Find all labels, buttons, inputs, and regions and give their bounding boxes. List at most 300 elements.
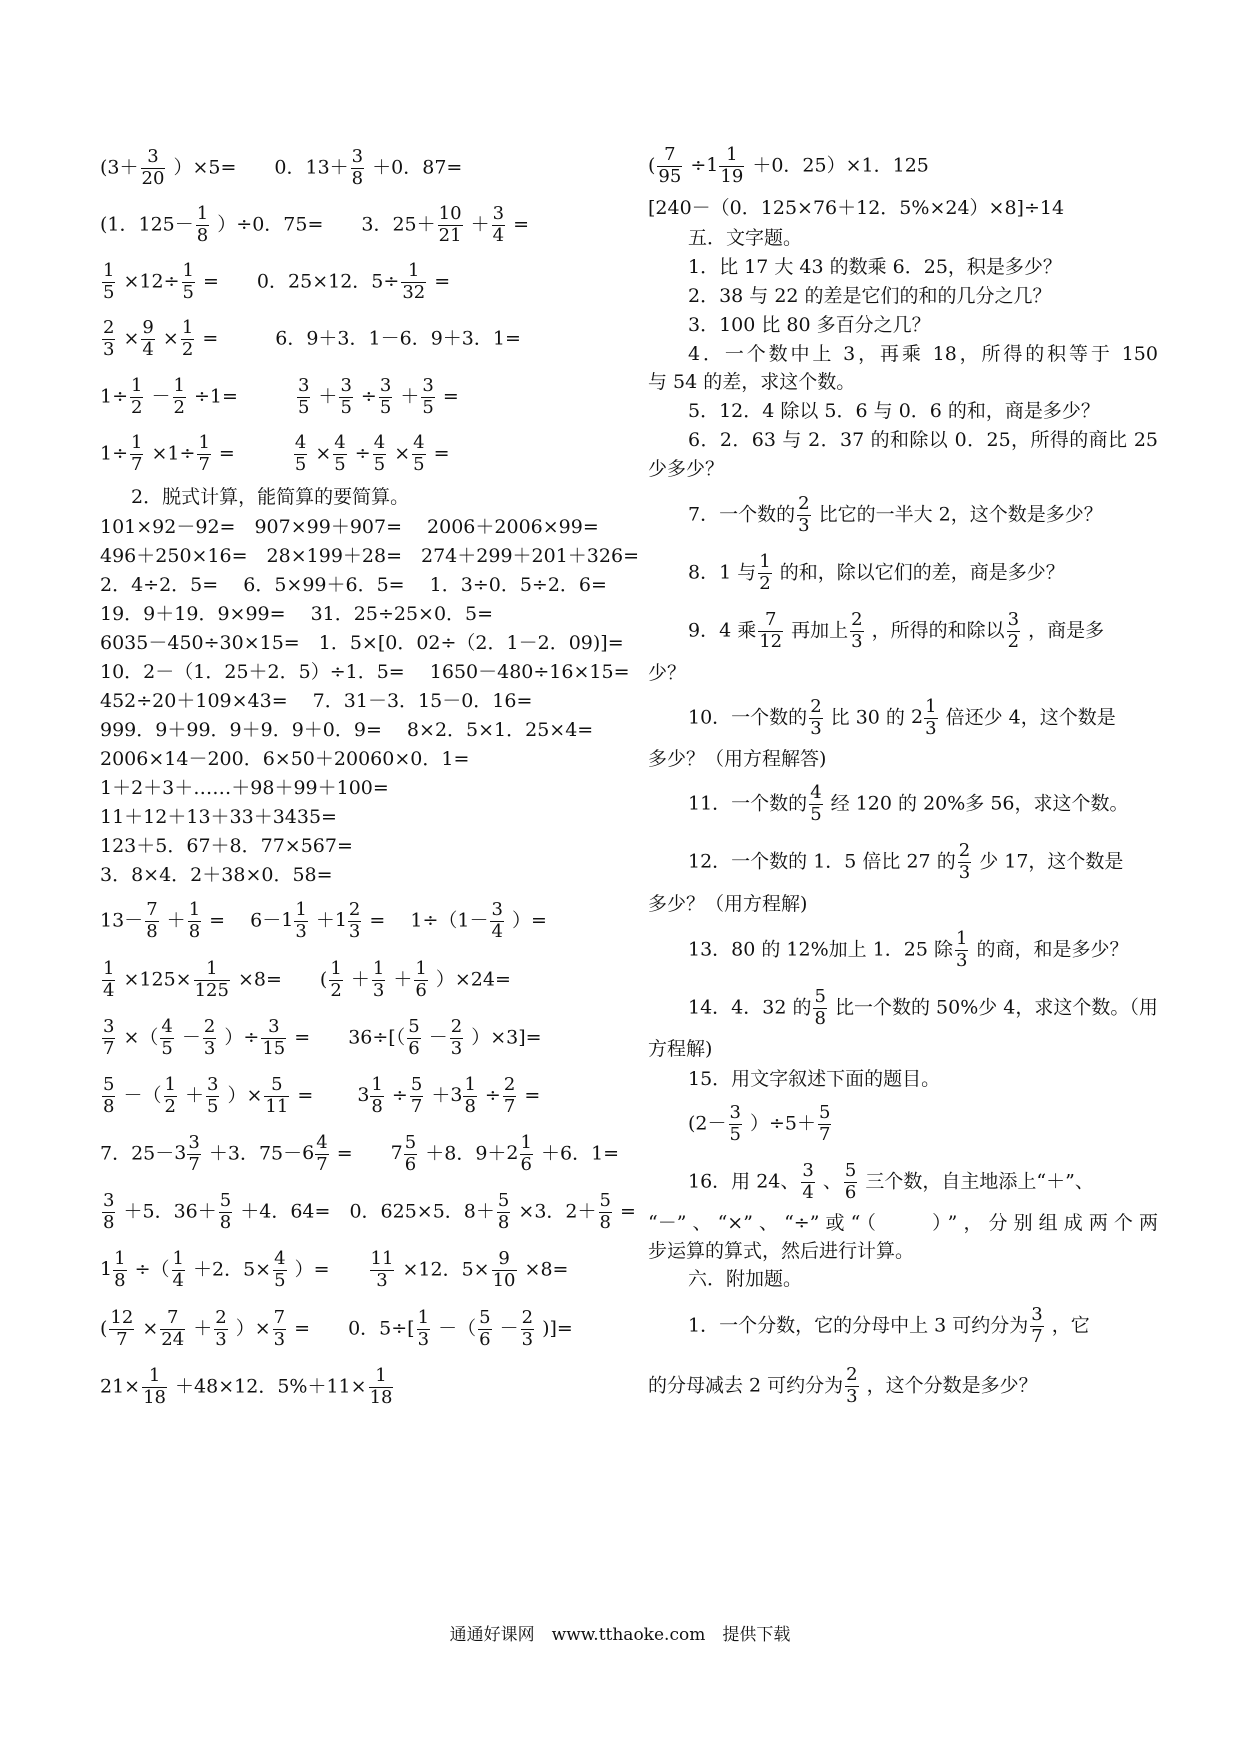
fraction-denominator: 7 — [1031, 1325, 1043, 1347]
fraction — [401, 262, 426, 303]
fraction-denominator: 7 — [316, 1153, 328, 1175]
word-problem: 少多少？ — [648, 458, 725, 480]
word-problem: 10．一个数的 $\frac{2}{3}$ 比 30 的 2 $\frac{1}{3}$ 倍还少 4，这个数是 — [688, 696, 1116, 739]
fraction — [520, 1134, 533, 1175]
fraction — [142, 1367, 167, 1408]
fraction — [109, 1309, 134, 1350]
fraction-numerator: 3 — [1007, 609, 1020, 630]
fraction — [490, 901, 503, 942]
fraction-numerator: 2 — [846, 1364, 858, 1385]
fraction — [372, 960, 385, 1001]
fraction-denominator: 8 — [146, 920, 158, 942]
fraction-numerator: 1 — [415, 958, 427, 979]
fraction-denominator: 18 — [143, 1386, 167, 1408]
word-problem: 13．80 的 12%加上 1．25 除 $\frac{1}{3}$ 的商，和是多少？ — [688, 928, 1129, 971]
fraction-denominator: 3 — [103, 338, 115, 360]
fraction-denominator: 2 — [131, 396, 143, 418]
fraction-denominator: 5 — [103, 281, 115, 303]
fraction-numerator: 1 — [131, 375, 143, 396]
fraction-numerator: 1 — [925, 696, 937, 717]
fraction-numerator: 12 — [110, 1307, 134, 1328]
fraction — [329, 960, 342, 1001]
fraction-denominator: 3 — [851, 630, 863, 652]
fraction-numerator: 3 — [491, 899, 503, 920]
expression-line: (3＋ $\frac{3}{20}$ ）×5= 0．13＋ $\frac{3}{8}$ ＋0．87= — [100, 146, 463, 189]
fraction-numerator: 5 — [497, 1190, 510, 1211]
fraction-numerator: 2 — [851, 609, 863, 630]
fraction — [113, 1250, 126, 1291]
fraction-denominator: 4 — [103, 979, 115, 1001]
fraction-numerator: 1 — [182, 260, 194, 281]
fraction — [164, 1076, 177, 1117]
fraction-numerator: 3 — [729, 1102, 741, 1123]
expression-line: $\frac{1}{5}$ ×12÷ $\frac{1}{5}$ = 0．25×12．5÷ $\frac{1}{32}$ = — [103, 260, 451, 303]
word-problem: 2．38 与 22 的差是它们的和的几分之几？ — [688, 285, 1052, 307]
fraction — [492, 1250, 517, 1291]
calc-line: 496＋250×16= 28×199＋28= 274＋299＋201＋326= — [100, 545, 639, 567]
expression-line: 1÷ $\frac{1}{2}$ － $\frac{1}{2}$ ÷1= $\frac{3}{5}$ ＋ $\frac{3}{5}$ ÷ $\frac{3}{5}$ ＋ $\frac{3}{5}$ = — [100, 375, 459, 418]
fraction-denominator: 8 — [371, 1095, 383, 1117]
fraction — [333, 434, 346, 475]
fraction — [958, 842, 971, 883]
fraction — [797, 495, 810, 536]
fraction-denominator: 5 — [297, 396, 310, 418]
fraction-numerator: 2 — [503, 1074, 516, 1095]
word-problem: 11．一个数的 $\frac{4}{5}$ 经 120 的 20%多 56，求这个数。 — [688, 782, 1129, 825]
word-problem: 14．4．32 的 $\frac{5}{8}$ 比一个数的 50%少 4，求这个数。（用 — [688, 986, 1158, 1029]
fraction-numerator: 10 — [438, 203, 462, 224]
fraction-denominator: 3 — [925, 717, 937, 739]
whole-number: 1 — [281, 909, 294, 932]
fraction — [370, 1250, 395, 1291]
fraction — [264, 1076, 289, 1117]
word-problem: 步运算的算式，然后进行计算。 — [648, 1240, 915, 1262]
fraction-numerator: 2 — [450, 1016, 463, 1037]
section-5-title: 五．文字题。 — [688, 227, 803, 249]
fraction-numerator: 2 — [521, 1307, 534, 1328]
fraction-denominator: 7 — [410, 1095, 423, 1117]
fraction-numerator: 7 — [758, 611, 783, 632]
fraction-denominator: 3 — [215, 1328, 227, 1350]
fraction-numerator: 5 — [814, 986, 826, 1007]
fraction — [818, 1104, 831, 1145]
fraction-denominator: 5 — [182, 281, 194, 303]
word-problem: 方程解) — [648, 1038, 713, 1060]
expression-line: 1÷ $\frac{1}{7}$ ×1÷ $\frac{1}{7}$ = $\frac{4}{5}$ × $\frac{4}{5}$ ÷ $\frac{4}{5}$ × $\frac{4}{5}$ = — [100, 432, 450, 475]
word-problem: 9．4 乘 $\frac{7}{12}$ 再加上 $\frac{2}{3}$ ，所得的和除以 $\frac{3}{2}$ ，商是多 — [688, 609, 1105, 652]
fraction — [196, 205, 209, 246]
expression-line: $\frac{2}{3}$ × $\frac{9}{4}$ × $\frac{1}{2}$ = 6．9＋3．1－6．9＋3．1= — [103, 317, 521, 360]
fraction-numerator: 1 — [194, 960, 230, 981]
fraction — [206, 1076, 219, 1117]
fraction — [172, 1250, 185, 1291]
fraction-numerator: 5 — [103, 1074, 115, 1095]
fraction-numerator: 5 — [599, 1190, 611, 1211]
fraction-denominator: 8 — [351, 167, 364, 189]
fraction-denominator: 3 — [798, 514, 810, 536]
fraction-numerator: 3 — [103, 1016, 115, 1037]
fraction-numerator: 4 — [373, 432, 386, 453]
fraction-denominator: 5 — [161, 1037, 173, 1059]
fraction-denominator: 5 — [340, 396, 352, 418]
fraction-denominator: 7 — [188, 1153, 200, 1175]
fraction-numerator: 1 — [181, 317, 194, 338]
fraction-numerator: 5 — [219, 1190, 232, 1211]
fraction — [294, 434, 307, 475]
fraction — [421, 377, 434, 418]
fraction-denominator: 8 — [814, 1007, 826, 1029]
calc-line: 2．4÷2．5= 6．5×99＋6．5= 1．3÷0．5÷2．6= — [100, 574, 607, 596]
fraction — [102, 1018, 115, 1059]
fraction — [503, 1076, 516, 1117]
fraction-numerator: 3 — [492, 203, 505, 224]
fraction-denominator: 5 — [413, 453, 425, 475]
fraction-numerator: 2 — [810, 696, 822, 717]
fraction-denominator: 7 — [116, 1328, 128, 1350]
fraction-denominator: 15 — [262, 1037, 286, 1059]
fraction-denominator: 3 — [295, 920, 307, 942]
fraction-denominator: 7 — [131, 453, 143, 475]
extra-problem: 的分母减去 2 可约分为 $\frac{2}{3}$ ，这个分数是多少？ — [648, 1364, 1038, 1407]
fraction-denominator: 8 — [114, 1269, 126, 1291]
expression-line: ( $\frac{12}{7}$ × $\frac{7}{24}$ ＋ $\frac{2}{3}$ ）× $\frac{7}{3}$ = 0．5÷[ $\frac{1}{3}$ －（ $\frac{5}{6}$ － $\frac{2}{3}$ )]= — [100, 1307, 573, 1350]
fraction-denominator: 32 — [402, 281, 426, 303]
fraction — [141, 319, 154, 360]
fraction-denominator: 3 — [958, 861, 971, 883]
fraction-denominator: 11 — [265, 1095, 289, 1117]
fraction-denominator: 3 — [376, 1269, 388, 1291]
fraction-denominator: 6 — [520, 1153, 532, 1175]
fraction-denominator: 5 — [373, 453, 386, 475]
word-problem: “－”、“×”、“÷”或“（ ）”，分别组成两个两 — [648, 1212, 1158, 1234]
fraction — [438, 205, 463, 246]
fraction-numerator: 1 — [520, 1132, 532, 1153]
fraction — [194, 960, 230, 1001]
word-problem: 5．12．4 除以 5．6 与 0．6 的和，商是多少？ — [688, 400, 1100, 422]
expression-line: 13－ $\frac{7}{8}$ ＋ $\frac{1}{8}$ = 6－1 $\frac{1}{3}$ ＋1 $\frac{2}{3}$ = 1÷（1－ $\frac{3}{4}$ ）= — [100, 899, 547, 942]
fraction-numerator: 3 — [188, 1132, 200, 1153]
fraction-numerator: 3 — [297, 375, 310, 396]
fraction-denominator: 21 — [438, 224, 462, 246]
fraction-numerator: 9 — [492, 1250, 517, 1271]
expression-line: ( $\frac{7}{95}$ ÷1 $\frac{1}{19}$ ＋0．25）×1．125 — [648, 144, 929, 187]
word-problem: 7．一个数的 $\frac{2}{3}$ 比它的一半大 2，这个数是多少？ — [688, 493, 1103, 536]
fraction — [173, 377, 186, 418]
fraction — [369, 1367, 394, 1408]
fraction — [844, 1162, 857, 1203]
expression-line: [240－（0．125×76＋12．5%×24）×8]÷14 — [648, 197, 1065, 219]
fraction-numerator: 1 — [131, 432, 143, 453]
page-footer: 通通好课网 www.tthaoke.com 提供下载 — [449, 1625, 791, 1645]
fraction — [219, 1192, 232, 1233]
fraction-denominator: 8 — [103, 1095, 115, 1117]
fraction — [187, 1134, 200, 1175]
fraction — [379, 377, 392, 418]
fraction — [373, 434, 386, 475]
fraction — [261, 1018, 286, 1059]
fraction-numerator: 4 — [413, 432, 425, 453]
expression-line: 1 $\frac{1}{8}$ ÷（ $\frac{1}{4}$ ＋2．5× $\frac{4}{5}$ ）= $\frac{11}{3}$ ×12．5× $\frac{9}{10}$ ×8= — [100, 1248, 569, 1291]
expression-line: (1．125－ $\frac{1}{8}$ ）÷0．75= 3．25＋ $\frac{10}{21}$ ＋ $\frac{3}{4}$ = — [100, 203, 530, 246]
fraction-numerator: 3 — [379, 375, 392, 396]
word-problem: 6．2．63 与 2．37 的和除以 0．25，所得的商比 25 — [688, 429, 1158, 451]
fraction — [315, 1134, 328, 1175]
fraction-denominator: 3 — [348, 920, 361, 942]
whole-number: 6 — [302, 1142, 315, 1165]
fraction-numerator: 1 — [114, 1248, 126, 1269]
word-problem: 15．用文字叙述下面的题目。 — [688, 1068, 941, 1090]
fraction-numerator: 1 — [956, 928, 968, 949]
fraction — [273, 1250, 286, 1291]
fraction-numerator: 1 — [103, 958, 115, 979]
fraction-numerator: 1 — [464, 1074, 476, 1095]
fraction-denominator: 8 — [196, 224, 209, 246]
word-problem: 12．一个数的 1．5 倍比 27 的 $\frac{2}{3}$ 少 17，这个数是 — [688, 840, 1124, 883]
fraction-denominator: 7 — [503, 1095, 516, 1117]
fraction-numerator: 1 — [372, 958, 385, 979]
word-problem: 4．一个数中上 3，再乘 18，所得的积等于 150 — [688, 343, 1158, 365]
expression-line: $\frac{1}{4}$ ×125× $\frac{1}{125}$ ×8= ( $\frac{1}{2}$ ＋ $\frac{1}{3}$ ＋ $\frac{1}{6}$ ）×24= — [103, 958, 511, 1001]
whole-number: 1 — [706, 154, 719, 177]
fraction-denominator: 6 — [415, 979, 427, 1001]
fraction-numerator: 3 — [802, 1160, 814, 1181]
fraction-denominator: 4 — [802, 1181, 814, 1203]
fraction — [404, 1134, 417, 1175]
fraction-denominator: 6 — [408, 1037, 420, 1059]
fraction — [407, 1018, 420, 1059]
fraction-numerator: 5 — [479, 1307, 491, 1328]
fraction-denominator: 2 — [759, 572, 771, 594]
fraction-numerator: 1 — [401, 262, 426, 283]
fraction-numerator: 4 — [810, 782, 822, 803]
fraction — [521, 1309, 534, 1350]
fraction — [102, 1076, 115, 1117]
whole-number: 1 — [100, 1258, 113, 1281]
fraction — [102, 960, 115, 1001]
fraction — [141, 148, 166, 189]
fraction-denominator: 8 — [464, 1095, 476, 1117]
fraction-denominator: 24 — [161, 1328, 185, 1350]
word-problem: 多少？（用方程解) — [648, 893, 808, 915]
fraction-denominator: 2 — [164, 1095, 176, 1117]
expression-line: $\frac{3}{8}$ ＋5．36＋ $\frac{5}{8}$ ＋4．64= 0．625×5．8＋ $\frac{5}{8}$ ×3．2＋ $\frac{5}{8}$ = — [103, 1190, 636, 1233]
fraction-denominator: 18 — [369, 1386, 393, 1408]
word-problem: 16．用 24、 $\frac{3}{4}$ 、 $\frac{5}{6}$ 三个数，自主地添上“＋”、 — [688, 1160, 1094, 1203]
fraction-denominator: 6 — [404, 1153, 417, 1175]
word-problem: 1．比 17 大 43 的数乘 6．25，积是多少？ — [688, 256, 1062, 278]
fraction — [758, 553, 771, 594]
fraction-numerator: 1 — [196, 203, 209, 224]
fraction-numerator: 2 — [215, 1307, 227, 1328]
fraction-denominator: 19 — [720, 165, 744, 187]
word-problem: 与 54 的差，求这个数。 — [648, 371, 856, 393]
fraction-denominator: 3 — [203, 1037, 216, 1059]
fraction-denominator: 4 — [172, 1269, 184, 1291]
fraction-denominator: 3 — [273, 1328, 286, 1350]
fraction-numerator: 1 — [164, 1074, 176, 1095]
fraction-numerator: 1 — [371, 1074, 383, 1095]
fraction-numerator: 5 — [410, 1074, 423, 1095]
fraction-numerator: 1 — [295, 899, 307, 920]
fraction-numerator: 1 — [103, 260, 115, 281]
fraction-numerator: 5 — [408, 1016, 420, 1037]
fraction — [348, 901, 361, 942]
fraction — [410, 1076, 423, 1117]
fraction-numerator: 5 — [264, 1076, 289, 1097]
fraction — [188, 901, 201, 942]
fraction — [492, 205, 505, 246]
fraction-denominator: 4 — [492, 224, 505, 246]
calc-line: 1＋2＋3＋……＋98＋99＋100= — [100, 777, 389, 799]
calc-line: 19．9＋19．9×99= 31．25÷25×0．5= — [100, 603, 494, 625]
fraction-denominator: 7 — [819, 1123, 831, 1145]
fraction — [370, 1076, 383, 1117]
fraction-numerator: 1 — [198, 432, 210, 453]
fraction-denominator: 6 — [844, 1181, 857, 1203]
fraction-denominator: 5 — [207, 1095, 219, 1117]
fraction — [214, 1309, 227, 1350]
fraction — [294, 901, 307, 942]
calc-line: 452÷20＋109×43= 7．31－3．15－0．16= — [100, 690, 533, 712]
fraction-denominator: 5 — [294, 453, 307, 475]
fraction — [412, 434, 425, 475]
fraction — [719, 146, 744, 187]
fraction-numerator: 2 — [203, 1016, 216, 1037]
fraction-numerator: 2 — [103, 317, 115, 338]
fraction-denominator: 3 — [450, 1037, 463, 1059]
fraction-numerator: 3 — [103, 1190, 115, 1211]
fraction — [599, 1192, 612, 1233]
calc-line: 6035－450÷30×15= 1．5×[0．02÷（2．1－2．09)]= — [100, 632, 624, 654]
whole-number: 1 — [334, 909, 347, 932]
fraction-denominator: 5 — [729, 1123, 741, 1145]
fraction-denominator: 2 — [173, 396, 185, 418]
fraction — [758, 611, 783, 652]
fraction-numerator: 7 — [273, 1307, 286, 1328]
word-problem: 3．100 比 80 多百分之几？ — [688, 314, 931, 336]
expression-line: 7．25－3 $\frac{3}{7}$ ＋3．75－6 $\frac{4}{7}$ = 7 $\frac{5}{6}$ ＋8．9＋2 $\frac{1}{6}$ ＋6．1= — [100, 1132, 620, 1175]
fraction-numerator: 4 — [161, 1016, 173, 1037]
fraction — [130, 434, 143, 475]
fraction-denominator: 8 — [599, 1211, 611, 1233]
fraction — [417, 1309, 430, 1350]
fraction-denominator: 8 — [497, 1211, 510, 1233]
fraction-numerator: 2 — [348, 899, 361, 920]
fraction-numerator: 7 — [146, 899, 158, 920]
fraction — [297, 377, 310, 418]
whole-number: 2 — [910, 706, 924, 729]
fraction — [145, 901, 158, 942]
fraction — [850, 611, 863, 652]
fraction — [182, 262, 195, 303]
fraction-denominator: 3 — [521, 1328, 534, 1350]
expression-line: $\frac{5}{8}$ －（ $\frac{1}{2}$ ＋ $\frac{3}{5}$ ）× $\frac{5}{11}$ = 3 $\frac{1}{8}$ ÷ $\frac{5}{7}$ ＋3 $\frac{1}{8}$ ÷ $\frac{2}{7}$ = — [103, 1074, 541, 1117]
fraction-denominator: 5 — [334, 453, 346, 475]
fraction-denominator: 2 — [1007, 630, 1020, 652]
whole-number: 7 — [390, 1142, 403, 1165]
fraction-denominator: 2 — [181, 338, 194, 360]
fraction-denominator: 5 — [379, 396, 392, 418]
fraction — [273, 1309, 286, 1350]
calc-line: 2006×14－200．6×50＋20060×0．1= — [100, 748, 470, 770]
word-problem: 少？ — [648, 662, 687, 684]
fraction-numerator: 1 — [417, 1307, 430, 1328]
calc-line: 3．8×4．2＋38×0．58= — [100, 864, 333, 886]
fraction-denominator: 5 — [274, 1269, 286, 1291]
whole-number: 3 — [174, 1142, 187, 1165]
fraction-numerator: 2 — [958, 840, 971, 861]
whole-number: 3 — [357, 1084, 370, 1107]
fraction-denominator: 20 — [141, 167, 165, 189]
fraction-numerator: 11 — [370, 1248, 394, 1269]
fraction — [801, 1162, 814, 1203]
fraction-denominator: 95 — [658, 165, 682, 187]
fraction-denominator: 3 — [417, 1328, 430, 1350]
expression-line: 21× $\frac{1}{18}$ ＋48×12．5%＋11× $\frac{1}{18}$ — [100, 1365, 393, 1408]
fraction-numerator: 1 — [719, 146, 744, 167]
calc-line: 101×92－92= 907×99＋907= 2006＋2006×99= — [100, 516, 599, 538]
fraction-denominator: 4 — [142, 338, 154, 360]
fraction — [181, 319, 194, 360]
fraction — [351, 148, 364, 189]
fraction — [102, 262, 115, 303]
fraction-denominator: 3 — [810, 717, 822, 739]
fraction — [130, 377, 143, 418]
fraction-denominator: 3 — [372, 979, 385, 1001]
section-6-title: 六．附加题。 — [688, 1268, 803, 1290]
fraction — [160, 1309, 185, 1350]
fraction-denominator: 3 — [956, 949, 968, 971]
fraction — [450, 1018, 463, 1059]
fraction — [463, 1076, 476, 1117]
fraction-numerator: 3 — [340, 375, 352, 396]
fraction-numerator: 1 — [142, 1367, 167, 1388]
fraction-denominator: 125 — [194, 979, 229, 1001]
fraction-numerator: 7 — [160, 1309, 185, 1330]
fraction — [160, 1018, 173, 1059]
fraction-numerator: 4 — [316, 1132, 328, 1153]
fraction-numerator: 1 — [173, 375, 185, 396]
calc-line: 11＋12＋13＋33＋3435= — [100, 806, 337, 828]
fraction — [414, 960, 427, 1001]
fraction-numerator: 1 — [759, 551, 771, 572]
fraction — [197, 434, 210, 475]
fraction-numerator: 3 — [261, 1018, 286, 1039]
fraction — [845, 1366, 858, 1407]
fraction-denominator: 10 — [492, 1269, 516, 1291]
fraction-denominator: 8 — [188, 920, 201, 942]
fraction — [497, 1192, 510, 1233]
fraction-numerator: 1 — [188, 899, 201, 920]
expression-line: $\frac{3}{7}$ ×（ $\frac{4}{5}$ － $\frac{2}{3}$ ）÷ $\frac{3}{15}$ = 36÷[（ $\frac{5}{6}$ － $\frac{2}{3}$ ）×3]= — [103, 1016, 542, 1059]
fraction-numerator: 1 — [172, 1248, 184, 1269]
fraction-numerator: 3 — [141, 148, 166, 169]
fraction — [203, 1018, 216, 1059]
fraction-numerator: 3 — [422, 375, 434, 396]
fraction-numerator: 3 — [1031, 1304, 1043, 1325]
fraction — [1030, 1306, 1043, 1347]
word-problem: 8．1 与 $\frac{1}{2}$ 的和，除以它们的差，商是多少？ — [688, 551, 1065, 594]
fraction-numerator: 3 — [207, 1074, 219, 1095]
fraction — [657, 146, 682, 187]
fraction-numerator: 5 — [844, 1160, 857, 1181]
word-problem: 多少？（用方程解答) — [648, 748, 827, 770]
fraction-numerator: 1 — [330, 958, 342, 979]
fraction-numerator: 1 — [369, 1367, 394, 1388]
fraction-numerator: 5 — [819, 1102, 831, 1123]
calc-line: 123＋5．67＋8．77×567= — [100, 835, 353, 857]
whole-number: 2 — [506, 1142, 519, 1165]
